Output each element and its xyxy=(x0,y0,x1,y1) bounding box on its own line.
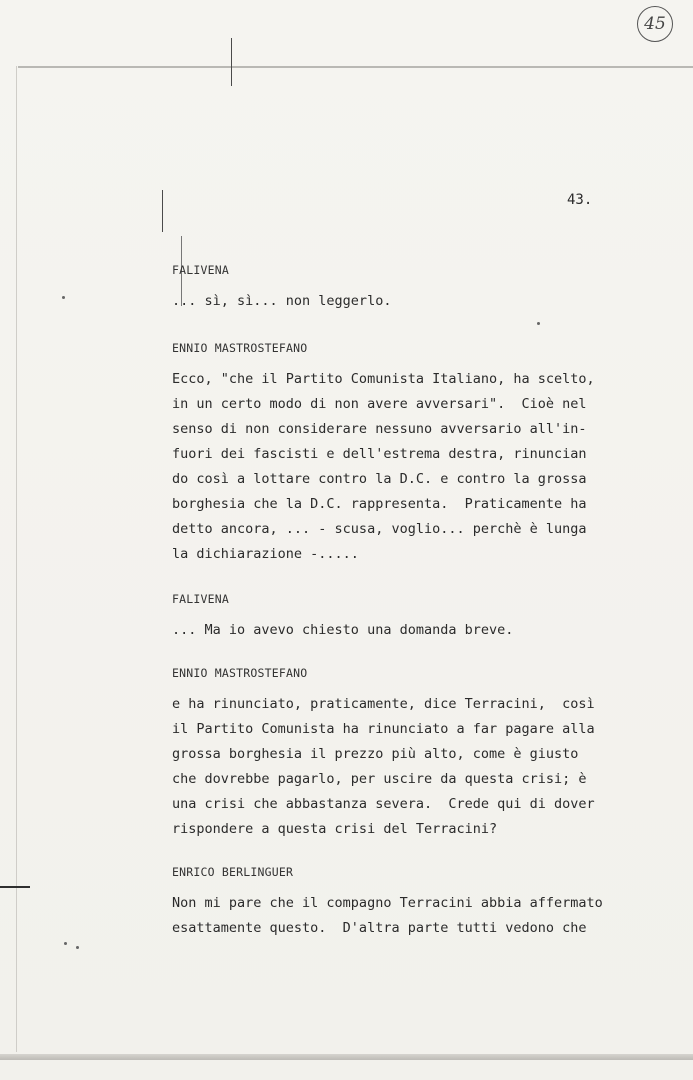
dialogue-line: senso di non considerare nessuno avversario all'in- xyxy=(172,421,587,437)
dialogue-section xyxy=(172,263,622,314)
dialogue-section xyxy=(172,666,622,842)
pencil-mark xyxy=(162,190,163,232)
dialogue-section xyxy=(172,865,622,941)
dialogue-line: fuori dei fascisti e dell'estrema destra, rinuncian xyxy=(172,446,587,462)
speaker-name: ENNIO MASTROSTEFANO xyxy=(172,666,308,680)
dialogue-line: che dovrebbe pagarlo, per uscire da questa crisi; è xyxy=(172,771,587,787)
dialogue-line: grossa borghesia il prezzo più alto, come è giusto xyxy=(172,746,579,762)
speaker-name: FALIVENA xyxy=(172,263,229,277)
dialogue-line: e ha rinunciato, praticamente, dice Terracini, così xyxy=(172,696,595,712)
pencil-mark xyxy=(231,38,232,86)
page-top-edge xyxy=(18,66,693,68)
speaker-name: ENRICO BERLINGUER xyxy=(172,865,294,879)
speaker-name: FALIVENA xyxy=(172,592,229,606)
page-number: 43. xyxy=(567,192,593,208)
dialogue-line: borghesia che la D.C. rappresenta. Praticamente ha xyxy=(172,496,587,512)
speck xyxy=(76,946,79,949)
margin-tick-mark xyxy=(0,886,30,888)
dialogue-line: Non mi pare che il compagno Terracini abbia affermato xyxy=(172,895,603,911)
dialogue-section xyxy=(172,592,622,643)
dialogue-line: Ecco, "che il Partito Comunista Italiano, ha scelto, xyxy=(172,371,595,387)
dialogue-line: esattamente questo. D'altra parte tutti vedono che xyxy=(172,920,587,936)
dialogue-line: do così a lottare contro la D.C. e contro la grossa xyxy=(172,471,587,487)
speck xyxy=(62,296,65,299)
dialogue-line: il Partito Comunista ha rinunciato a far pagare alla xyxy=(172,721,595,737)
dialogue-line: ... sì, sì... non leggerlo. xyxy=(172,293,392,309)
dialogue-line: detto ancora, ... - scusa, voglio... perchè è lunga xyxy=(172,521,587,537)
speck xyxy=(537,322,540,325)
page-bottom-edge xyxy=(0,1054,693,1060)
dialogue-line: ... Ma io avevo chiesto una domanda breve. xyxy=(172,622,514,638)
speck xyxy=(64,942,67,945)
speaker-name: ENNIO MASTROSTEFANO xyxy=(172,341,308,355)
archive-stamp: 45 xyxy=(637,6,673,42)
dialogue-section xyxy=(172,341,622,567)
dialogue-line: rispondere a questa crisi del Terracini? xyxy=(172,821,498,837)
dialogue-line: in un certo modo di non avere avversari". Cioè nel xyxy=(172,396,587,412)
dialogue-line: una crisi che abbastanza severa. Crede qui di dover xyxy=(172,796,595,812)
dialogue-line: la dichiarazione -..... xyxy=(172,546,359,562)
page-left-edge xyxy=(16,66,17,1052)
